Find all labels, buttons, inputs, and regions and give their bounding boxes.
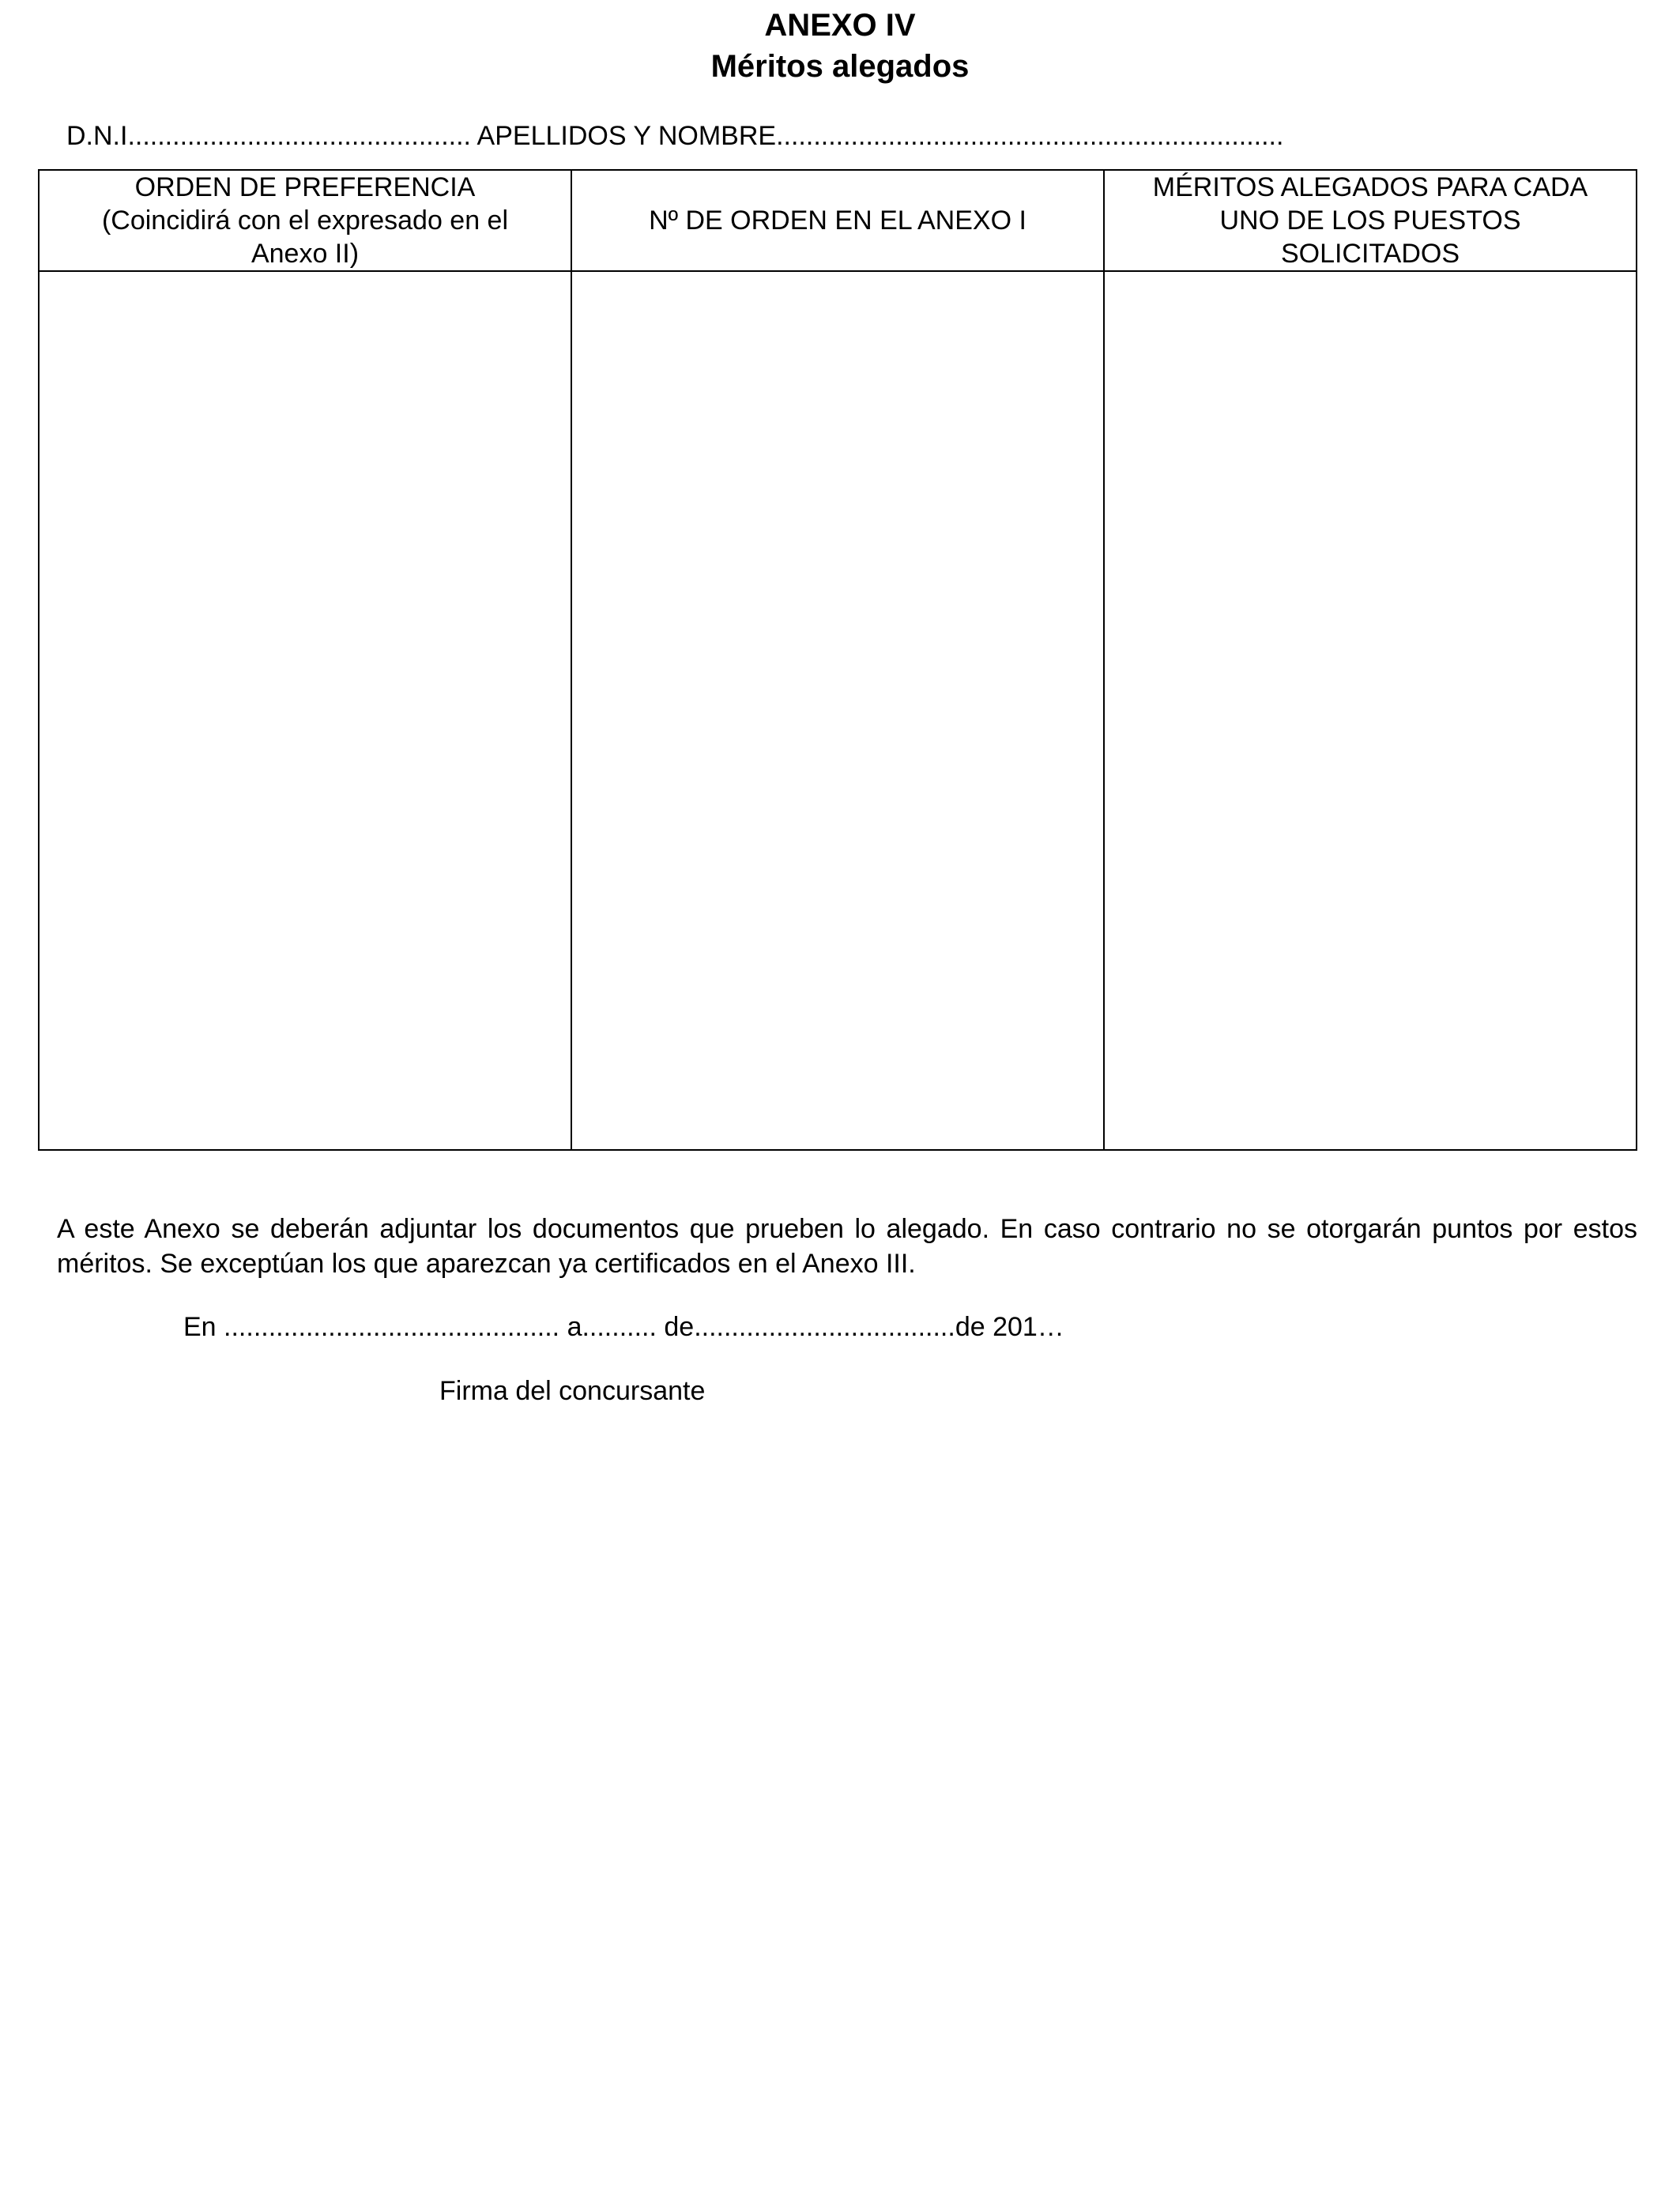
page-subtitle: Méritos alegados: [710, 49, 970, 84]
header-line: (Coincidirá con el expresado en el: [101, 205, 509, 236]
meritos-cell[interactable]: [1104, 271, 1637, 1150]
dni-name-field-line[interactable]: D.N.I.............................................. APELLIDOS Y NOMBRE....................................................................: [66, 121, 1284, 151]
merits-table: [38, 169, 1637, 1151]
header-line: UNO DE LOS PUESTOS: [1219, 205, 1521, 236]
header-line: MÉRITOS ALEGADOS PARA CADA: [1152, 172, 1588, 202]
table-header-row: [39, 170, 1637, 271]
header-line: SOLICITADOS: [1280, 239, 1460, 269]
attachment-note: A este Anexo se deberán adjuntar los documentos que prueben lo alegado. En caso contrario no se otorgarán puntos por estos méritos. Se exceptúan los que aparezcan ya certificados en el Anexo III.: [57, 1214, 1637, 1279]
table-row: [39, 271, 1637, 1150]
column-header-orden-preferencia: [39, 170, 571, 271]
orden-preferencia-cell[interactable]: [39, 271, 571, 1150]
column-header-numero-orden: [571, 170, 1104, 271]
signature-label: Firma del concursante: [439, 1376, 706, 1406]
date-place-line[interactable]: En ............................................. a.......... de...................................de 201…: [183, 1312, 1064, 1342]
header-line: Anexo II): [250, 239, 360, 269]
header-line: Nº DE ORDEN EN EL ANEXO I: [649, 205, 1026, 236]
header-line: ORDEN DE PREFERENCIA: [134, 172, 476, 202]
numero-orden-cell[interactable]: [571, 271, 1104, 1150]
page-title: ANEXO IV: [764, 8, 916, 43]
column-header-meritos: [1104, 170, 1637, 271]
